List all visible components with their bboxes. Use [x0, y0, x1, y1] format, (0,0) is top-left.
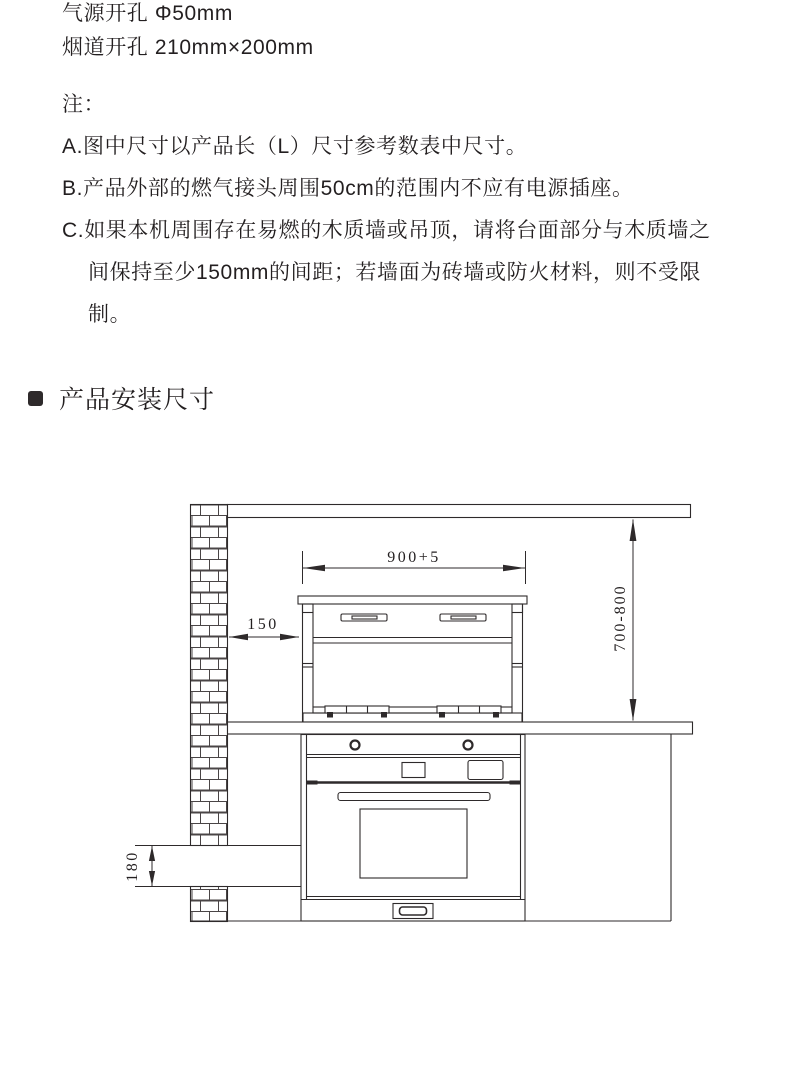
- dim-label-gas-opening: 180: [124, 850, 141, 882]
- oven-unit: [301, 735, 525, 922]
- range-hood: [298, 596, 527, 722]
- countertop: [228, 722, 693, 734]
- hood-right-bracket: [512, 604, 523, 613]
- ceiling-shelf: [228, 505, 691, 518]
- note-b: B.产品外部的燃气接头周围50cm的范围内不应有电源插座。: [62, 177, 634, 200]
- spec-gas-opening: 气源开孔 Φ50mm: [62, 2, 233, 25]
- burner-right: [437, 706, 501, 718]
- hob-base: [303, 713, 522, 722]
- dim-label-hood-height: 700-800: [612, 584, 629, 652]
- dim-label-side-clearance: 150: [247, 616, 279, 633]
- burner-left: [325, 706, 389, 718]
- note-a: A.图中尺寸以产品长（L）尺寸参考数表中尺寸。: [62, 135, 528, 158]
- note-c-line1: C.如果本机周围存在易燃的木质墙或吊顶，请将台面部分与木质墙之: [62, 219, 711, 242]
- dim-side-clearance-150: [229, 634, 299, 640]
- hood-top-cap: [298, 596, 527, 604]
- note-c-line2: 间保持至少150mm的间距；若墙面为砖墙或防火材料，则不受限: [88, 261, 702, 284]
- notes-heading: 注：: [62, 93, 106, 116]
- dim-hood-height-700-800: [630, 519, 637, 721]
- dim-gas-opening-180: [135, 846, 301, 887]
- dim-label-width: 900+5: [387, 549, 441, 566]
- hood-handles: [341, 614, 486, 621]
- spec-flue-opening: 烟道开孔 210mm×200mm: [62, 36, 314, 59]
- note-c-line3: 制。: [88, 303, 132, 326]
- section-title: 产品安装尺寸: [59, 386, 216, 414]
- brick-wall: [191, 505, 228, 922]
- hood-left-bracket: [303, 604, 314, 613]
